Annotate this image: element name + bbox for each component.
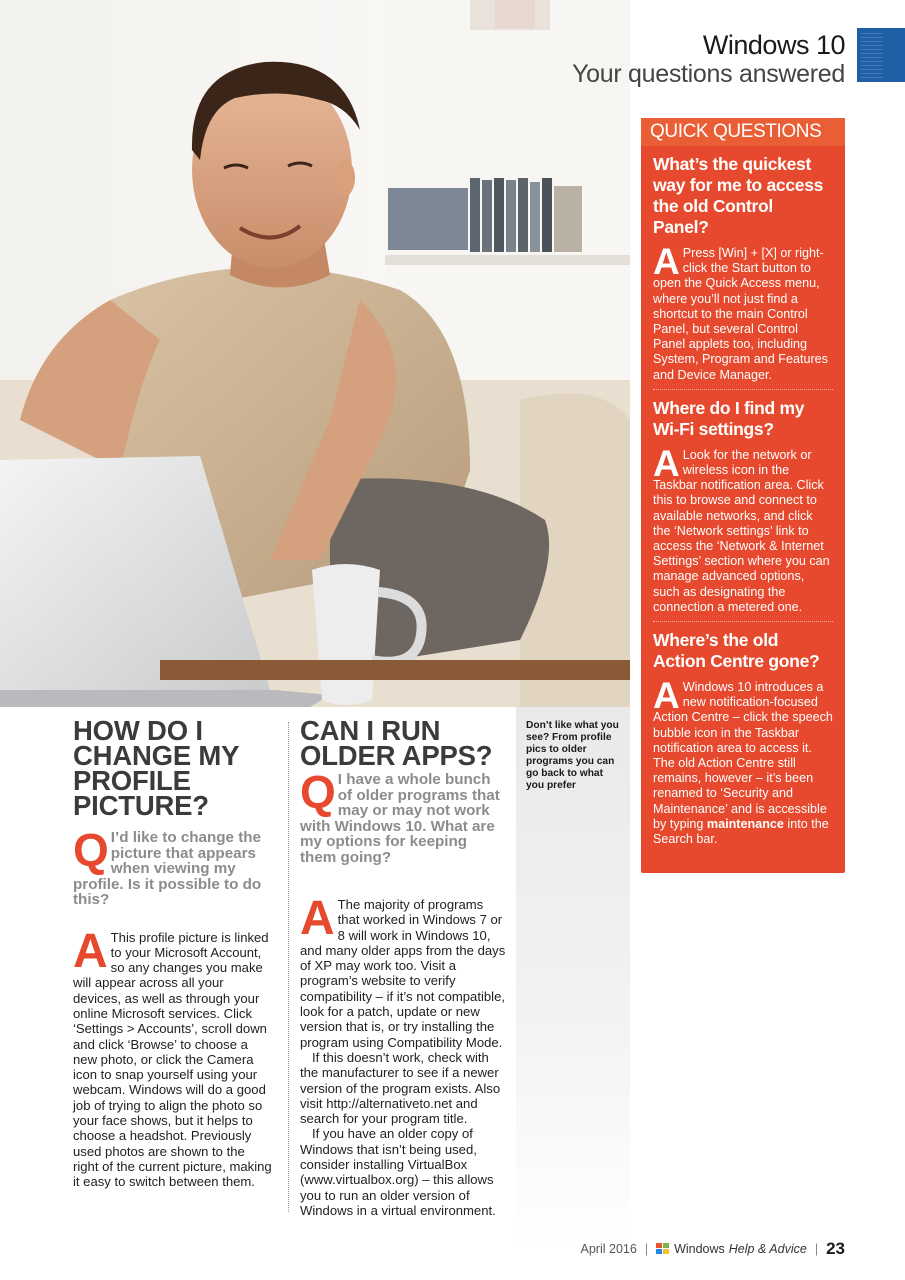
- divider: [653, 621, 833, 622]
- answer-drop-cap: A: [653, 442, 680, 484]
- article-older-apps: [300, 715, 506, 1218]
- quick-answer-text: Windows 10 introduces a new notification-focused Action Centre – click the speech bubble icon in the Taskbar notification area to access it. The old Action Centre still remains, however – it’s been renamed to ‘Security and Maintenance’ and is accessible by typing: [653, 680, 833, 831]
- article-paragraph: If you have an older copy of Windows that isn’t being used, consider installing VirtualBox (www.virtualbox.org) – this allows you to run an older version of Windows in a virtual environment.: [300, 1126, 496, 1218]
- article-headline: HOW DO I CHANGE MY PROFILE PICTURE?: [73, 715, 239, 821]
- divider: [653, 389, 833, 390]
- page-number: 23: [826, 1239, 845, 1258]
- article-headline: CAN I RUN OLDER APPS?: [300, 715, 493, 771]
- article-answer: [73, 924, 273, 1190]
- article-question-text: I have a whole bunch of older programs that may or may not work with Windows 10. What are my options for keeping them going?: [300, 771, 500, 866]
- brand-name: Windows: [674, 1242, 725, 1256]
- page-footer: [581, 1239, 845, 1259]
- article-question-text: I’d like to change the picture that appears when viewing my profile. Is it possible to do this?: [73, 829, 262, 908]
- quick-answer: [653, 675, 833, 847]
- brand-tagline: Help & Advice: [728, 1242, 807, 1256]
- footer-separator: |: [814, 1242, 819, 1256]
- answer-drop-cap: A: [653, 675, 680, 717]
- section-subtitle: Your questions answered: [572, 60, 845, 88]
- quick-question-item: [641, 630, 845, 847]
- quick-questions-panel: [641, 118, 845, 873]
- quick-answer-text: Press [Win] + [X] or right-click the Start button to open the Quick Access menu, where you’ll not just find a shortcut to the main Control Panel, but several Control Panel applets too, including System, Program and Features and Device Manager.: [653, 246, 828, 382]
- windows-logo-icon: [656, 1243, 670, 1255]
- section-tab: [857, 28, 905, 82]
- quick-question-item: [641, 398, 845, 622]
- section-title: Windows 10: [702, 30, 845, 60]
- quick-questions-heading: QUICK QUESTIONS: [641, 118, 845, 146]
- article-answer: [300, 892, 506, 1218]
- quick-question: What’s the quickest way for me to access the old Control Panel?: [653, 154, 824, 237]
- column-divider: [288, 722, 289, 1212]
- quick-answer-text: Look for the network or wireless icon in the Taskbar notification area. Click this to browse and connect to available networks, and click the ‘Network settings’ link to access the ‘Network & Internet Settings’ section where you can manage advanced options, such as designating the connection a metered one.: [653, 447, 830, 614]
- footer-separator: |: [644, 1242, 649, 1256]
- quick-answer: [653, 241, 833, 383]
- quick-answer-text-end: into the Search bar.: [653, 816, 829, 847]
- answer-drop-cap: A: [653, 241, 680, 282]
- answer-drop-cap: A: [300, 892, 335, 945]
- article-question: [73, 824, 273, 908]
- issue-date: April 2016: [580, 1242, 637, 1256]
- magazine-brand: [656, 1242, 807, 1256]
- article-profile-picture: [73, 715, 273, 1190]
- hero-photo: [0, 0, 630, 707]
- section-header: [572, 30, 845, 88]
- answer-drop-cap: A: [73, 924, 108, 978]
- article-paragraph: If this doesn’t work, check with the manufacturer to see if a newer version of the program exists. Also visit http://alternativeto.net and search for your program title.: [300, 1049, 501, 1127]
- article-paragraph: This profile picture is linked to your Microsoft Account, so any changes you make will appear across all your devices, as well as through your online Microsoft services. Click ‘Settings > Accounts’, scroll down and click ‘Browse’ to choose a new photo, or click the Camera icon to snap yourself using your webcam. Windows will do a good job of trying to align the photo so your face shows, but it helps to choose a headshot. Previously used photos are shown to the right of the current picture, making it easy to switch between them.: [73, 929, 272, 1190]
- question-drop-cap: Q: [300, 766, 336, 818]
- article-question: [300, 766, 506, 866]
- quick-answer-keyword: maintenance: [706, 816, 784, 831]
- quick-answer: [653, 442, 833, 615]
- question-drop-cap: Q: [73, 824, 109, 876]
- quick-question: Where do I find my Wi-Fi settings?: [653, 397, 805, 439]
- quick-question: Where’s the old Action Centre gone?: [653, 630, 820, 672]
- photo-caption: Don’t like what you see? From profile pics to older programs you can go back to what you prefer: [526, 720, 619, 791]
- article-paragraph: The majority of programs that worked in Windows 7 or 8 will work in Windows 10, and many older apps from the days of XP may work too. Visit a program’s website to verify compatibility – if it’s not compatible, look for a patch, update or new version that is, or try installing the program using Compatibility Mode.: [300, 897, 506, 1050]
- quick-question-item: [641, 154, 845, 390]
